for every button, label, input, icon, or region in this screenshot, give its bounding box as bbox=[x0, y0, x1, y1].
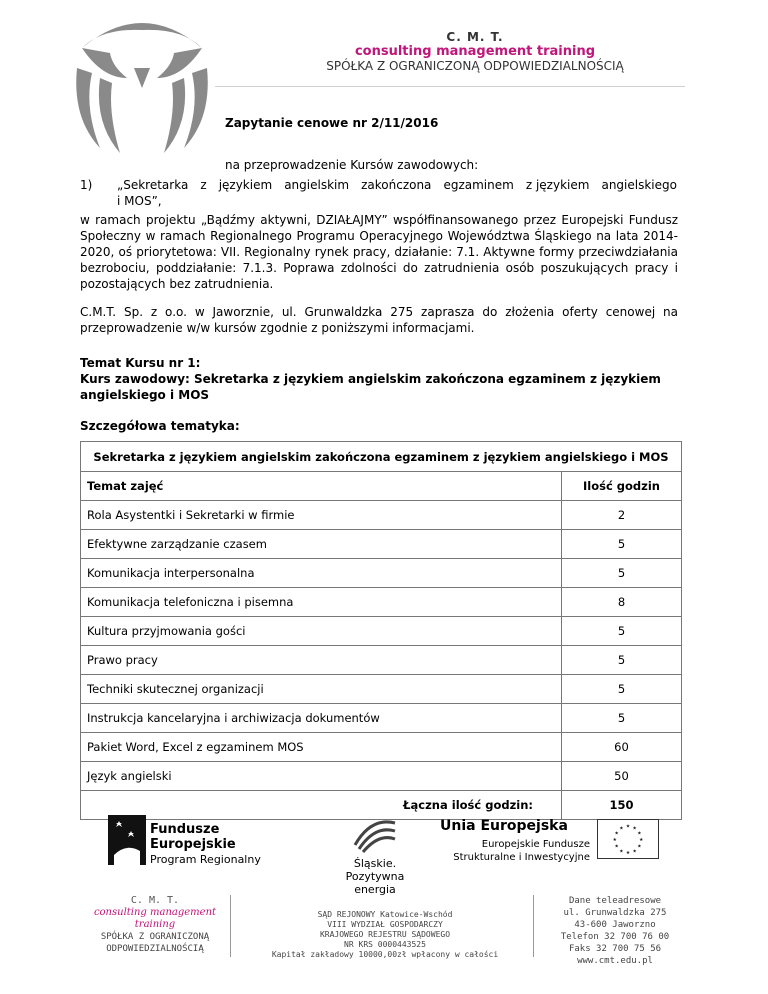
row-hours: 5 bbox=[562, 617, 682, 646]
fund-line-2: Europejskie bbox=[150, 837, 236, 852]
footer-line: NR KRS 0000443525 bbox=[344, 940, 426, 949]
letterhead bbox=[200, 30, 750, 74]
list-word: z bbox=[200, 178, 207, 192]
row-topic: Rola Asystentki i Sekretarki w firmie bbox=[81, 501, 562, 530]
company-tagline: consulting management training bbox=[354, 44, 596, 59]
svg-text:★: ★ bbox=[637, 831, 642, 837]
fund-line-1: Fundusze bbox=[150, 822, 220, 837]
row-hours: 5 bbox=[562, 646, 682, 675]
list-word: z językiem bbox=[525, 178, 590, 192]
row-topic: Efektywne zarządzanie czasem bbox=[81, 530, 562, 559]
footer-line: VIII WYDZIAŁ GOSPODARCZY bbox=[327, 920, 443, 929]
svg-text:★: ★ bbox=[614, 844, 619, 850]
table-row bbox=[81, 617, 682, 646]
table-row bbox=[81, 559, 682, 588]
table-row bbox=[81, 704, 682, 733]
svg-text:★: ★ bbox=[625, 824, 631, 830]
document-title: Zapytanie cenowe nr 2/11/2016 bbox=[225, 116, 439, 130]
svg-text:★: ★ bbox=[632, 826, 637, 832]
fundusze-europejskie-logo-icon bbox=[108, 815, 146, 865]
footer-line: Dane teleadresowe bbox=[568, 896, 662, 906]
topic-label: Temat Kursu nr 1: bbox=[80, 356, 201, 370]
table-caption-row bbox=[81, 442, 682, 472]
header-divider bbox=[215, 86, 685, 87]
row-topic: Komunikacja interpersonalna bbox=[81, 559, 562, 588]
list-word: angielskim bbox=[284, 178, 350, 192]
eu-line-2: Europejskie Fundusze bbox=[481, 839, 590, 850]
list-word: językiem bbox=[218, 178, 273, 192]
fundusze-text bbox=[150, 822, 261, 867]
footer-contact bbox=[540, 895, 690, 967]
row-topic: Kultura przyjmowania gości bbox=[81, 617, 562, 646]
eu-line-1: Unia Europejska bbox=[440, 818, 568, 834]
slaskie-line-1: Śląskie. bbox=[353, 857, 397, 870]
svg-text:★: ★ bbox=[619, 849, 624, 855]
slaskie-logo bbox=[325, 815, 425, 896]
row-hours: 5 bbox=[562, 704, 682, 733]
row-topic: Komunikacja telefoniczna i pisemna bbox=[81, 588, 562, 617]
svg-text:★: ★ bbox=[625, 851, 631, 857]
list-word: egzaminem bbox=[443, 178, 514, 192]
footer-line: Telefon 32 700 76 00 bbox=[560, 932, 670, 942]
row-topic: Techniki skutecznej organizacji bbox=[81, 675, 562, 704]
row-hours: 5 bbox=[562, 559, 682, 588]
table-row bbox=[81, 733, 682, 762]
intro-text: na przeprowadzenie Kursów zawodowych: bbox=[225, 158, 479, 172]
total-value: 150 bbox=[562, 791, 682, 820]
row-hours: 2 bbox=[562, 501, 682, 530]
footer-line: SPÓŁKA Z OGRANICZONĄ bbox=[100, 932, 210, 942]
list-item-continuation: i MOS”, bbox=[117, 194, 162, 208]
list-item-line bbox=[117, 178, 677, 192]
total-label: Łączna ilość godzin: bbox=[81, 791, 562, 820]
svg-text:★: ★ bbox=[639, 837, 644, 843]
details-label: Szczegółowa tematyka: bbox=[80, 419, 240, 433]
row-topic: Język angielski bbox=[81, 762, 562, 791]
footer-line: training bbox=[134, 919, 176, 930]
table-caption: Sekretarka z językiem angielskim zakończona egzaminem z językiem angielskiego i MOS bbox=[81, 442, 682, 472]
company-name: C. M. T. bbox=[446, 30, 504, 44]
footer-line: SĄD REJONOWY Katowice-Wschód bbox=[317, 910, 453, 919]
row-hours: 50 bbox=[562, 762, 682, 791]
eu-flag-icon bbox=[597, 819, 659, 859]
slaskie-line-2: Pozytywna energia bbox=[345, 870, 405, 896]
course-schedule-table bbox=[80, 441, 682, 820]
project-paragraph: w ramach projektu „Bądźmy aktywni, DZIAŁAJMY” współfinansowanego przez Europejski Fundusz Społeczny w ramach Regionalnego Programu Operacyjnego Województwa Śląskiego na lata 2014-2020, oś priorytetowa: VII. Regionalny rynek pracy, działanie: 7.1. Aktywne formy przeciwdziałania bezrobociu, poddziałanie: 7.1.3. Poprawa zdolności do zatrudnienia osób poszukujących pracy i pozostających bez zatrudnienia. bbox=[80, 213, 678, 291]
company-legal-form: SPÓŁKA Z OGRANICZONĄ ODPOWIEDZIALNOŚCIĄ bbox=[326, 59, 624, 73]
footer-line: ODPOWIEDZIALNOŚCIĄ bbox=[106, 944, 204, 954]
table-row bbox=[81, 675, 682, 704]
list-word: angielskiego bbox=[601, 178, 677, 192]
footer-line: KRAJOWEGO REJESTRU SĄDOWEGO bbox=[319, 930, 451, 939]
footer-line: C. M. T. bbox=[130, 895, 180, 906]
column-header-topic: Temat zajęć bbox=[81, 472, 562, 501]
svg-text:★: ★ bbox=[632, 849, 637, 855]
svg-text:★: ★ bbox=[614, 831, 619, 837]
row-topic: Pakiet Word, Excel z egzaminem MOS bbox=[81, 733, 562, 762]
slaskie-swirl-icon bbox=[351, 815, 399, 853]
svg-text:★: ★ bbox=[612, 837, 617, 843]
owl-logo-icon bbox=[72, 8, 212, 158]
table-header-row bbox=[81, 472, 682, 501]
row-hours: 5 bbox=[562, 675, 682, 704]
svg-text:★: ★ bbox=[619, 826, 624, 832]
table-row bbox=[81, 501, 682, 530]
footer-line: Faks 32 700 75 56 bbox=[568, 944, 662, 954]
footer-divider bbox=[533, 895, 534, 957]
fund-line-3: Program Regionalny bbox=[150, 853, 261, 866]
footer-line: consulting management bbox=[93, 907, 217, 918]
row-hours: 5 bbox=[562, 530, 682, 559]
footer-line: ul. Grunwaldzka 275 bbox=[563, 908, 667, 918]
row-topic: Prawo pracy bbox=[81, 646, 562, 675]
footer-line: 43-600 Jaworzno bbox=[574, 920, 656, 930]
topic-text: Kurs zawodowy: Sekretarka z językiem angielskim zakończona egzaminem z językiem angielskiego i MOS bbox=[80, 372, 661, 402]
footer-line: www.cmt.edu.pl bbox=[577, 956, 653, 966]
eu-line-3: Strukturalne i Inwestycyjne bbox=[453, 852, 590, 863]
table-row bbox=[81, 646, 682, 675]
column-header-hours: Ilość godzin bbox=[562, 472, 682, 501]
list-word: „Sekretarka bbox=[117, 178, 189, 192]
footer-registry bbox=[240, 910, 530, 960]
row-topic: Instrukcja kancelaryjna i archiwizacja dokumentów bbox=[81, 704, 562, 733]
footer-company bbox=[80, 895, 230, 955]
svg-text:★: ★ bbox=[637, 844, 642, 850]
eu-logo-text bbox=[440, 818, 590, 864]
table-row bbox=[81, 588, 682, 617]
table-row bbox=[81, 762, 682, 791]
row-hours: 8 bbox=[562, 588, 682, 617]
footer-line: Kapitał zakładowy 10000,00zł wpłacony w całości bbox=[271, 950, 499, 959]
invitation-paragraph: C.M.T. Sp. z o.o. w Jaworznie, ul. Grunwaldzka 275 zaprasza do złożenia oferty cenowej na przeprowadzenie w/w kursów zgodnie z poniższymi informacjami. bbox=[80, 305, 678, 335]
row-hours: 60 bbox=[562, 733, 682, 762]
list-word: zakończona bbox=[361, 178, 432, 192]
footer-divider bbox=[230, 895, 231, 957]
list-number: 1) bbox=[80, 178, 93, 192]
table-row bbox=[81, 530, 682, 559]
